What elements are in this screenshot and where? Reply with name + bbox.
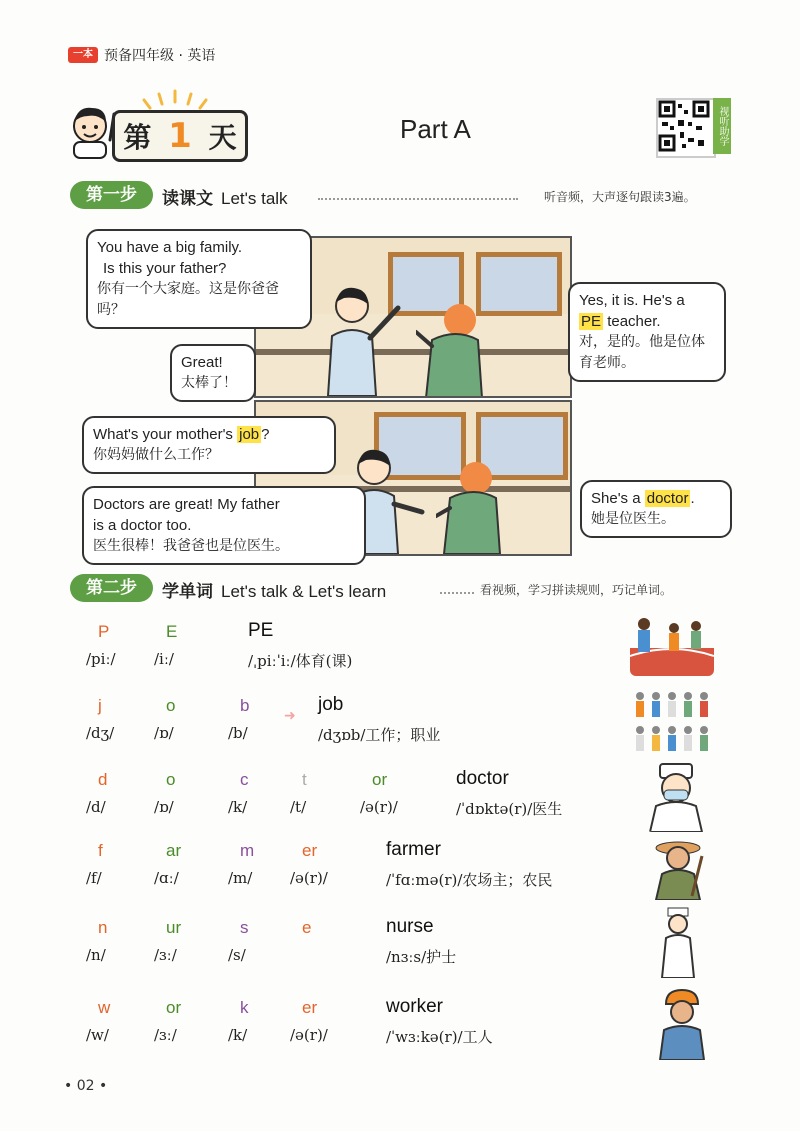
book-title: 预备四年级 · 英语 [104,48,216,64]
phonics-ipa: /b/ [228,724,248,742]
vocab-gloss: /nɜːs/护士 [386,948,457,966]
highlight-word: job [239,426,260,443]
phonics-ipa: /w/ [86,1026,109,1044]
vocab-word: PE [248,620,274,641]
bubble-text-en: She's a [591,490,641,507]
phonics-ipa: /d/ [86,798,106,816]
step1-title-en: Let's talk [221,189,288,208]
step1-note: 听音频，大声逐句跟读3遍。 [544,190,696,204]
phonics-letter: ur [166,918,182,937]
bubble-text-zh: 你有一个大家庭。这是你爸爸吗？ [97,281,279,318]
phonics-ipa: /s/ [228,946,246,964]
bubble-text-zh: 她是位医生。 [591,511,675,527]
step1-title-zh: 读课文 [162,189,213,209]
brand-logo: 一本 [68,47,98,63]
boy-figure-icon [314,278,404,398]
phonics-letter: o [166,696,176,715]
qr-code-icon[interactable] [656,98,716,158]
phonics-letter: E [166,622,178,641]
mascot-boy-icon [66,100,118,160]
phonics-ipa: /k/ [228,798,248,816]
step2-title-en: Let's talk & Let's learn [221,582,387,601]
phonics-letter: j [98,696,102,715]
highlight-word: PE [581,313,602,330]
bubble-text-en: ? [261,426,270,443]
arrow-right-icon: ➜ [284,708,296,724]
vocab-gloss: /ˈfɑːmə(r)/农场主；农民 [386,871,553,889]
pe-class-icon [630,612,714,676]
phonics-ipa: /n/ [86,946,106,964]
phonics-letter: w [98,998,111,1017]
day-label [112,110,248,162]
phonics-ipa: /ə(r)/ [360,798,398,816]
vocab-word: job [318,694,344,715]
page-number: • 02 • [64,1078,108,1094]
phonics-ipa: /dʒ/ [86,724,115,742]
phonics-ipa: /t/ [290,798,307,816]
step2-title-zh: 学单词 [162,582,213,602]
divider [440,592,474,594]
page-title: Part A [400,114,471,144]
qr-tag: 视听助学 [713,98,731,154]
step1-badge: 第一步 [70,181,153,209]
nurse-icon [652,906,704,978]
sun-rays-icon [140,88,210,110]
phonics-letter: f [98,841,103,860]
bubble-text-zh: 你妈妈做什么工作？ [93,447,219,463]
phonics-letter: or [372,770,388,789]
phonics-letter: er [302,841,318,860]
step1-title [162,184,288,209]
phonics-ipa: /m/ [228,869,253,887]
phonics-letter: e [302,918,312,937]
phonics-ipa: /ɜː/ [154,1026,177,1044]
phonics-letter: o [166,770,176,789]
step2-badge: 第二步 [70,574,153,602]
bubble-text-zh: 医生很棒！我爸爸也是位医生。 [93,538,289,554]
bubble-text-en: Doctors are great! My father [93,496,280,513]
speech-bubble [82,486,366,565]
vocab-gloss: /ˈdɒktə(r)/医生 [456,800,563,818]
phonics-ipa: /ə(r)/ [290,1026,328,1044]
bubble-text-en: Yes, it is. He's a [579,292,685,309]
farmer-icon [648,836,710,900]
girl-figure-icon [436,458,516,554]
bubble-text-zh: 对，是的。他是位体育老师。 [579,334,705,371]
vocab-word: nurse [386,916,434,937]
vocab-word: farmer [386,839,441,860]
phonics-letter: b [240,696,250,715]
vocab-gloss: /ˈwɜːkə(r)/工人 [386,1028,493,1046]
phonics-letter: d [98,770,108,789]
step2-title [162,577,386,602]
speech-bubble [170,344,256,402]
phonics-ipa: /f/ [86,869,102,887]
bubble-text-zh: 太棒了！ [181,375,237,391]
phonics-letter: er [302,998,318,1017]
speech-bubble [580,480,732,538]
day-suffix: 天 [208,121,237,154]
phonics-letter: n [98,918,108,937]
bubble-text-en: . [690,490,695,507]
day-prefix: 第 [123,121,152,154]
vocab-word: doctor [456,768,509,789]
phonics-letter: t [302,770,307,789]
vocab-word: worker [386,996,444,1017]
step2-note: 看视频，学习拼读规则，巧记单词。 [480,583,673,597]
phonics-ipa: /piː/ [86,650,116,668]
vocab-gloss: /dʒɒb/工作；职业 [318,726,441,744]
vocab-gloss: /ˌpiːˈiː/体育(课) [248,652,353,670]
speech-bubble [86,229,312,329]
phonics-ipa: /ɒ/ [154,798,174,816]
highlight-word: doctor [646,490,689,507]
phonics-letter: c [240,770,249,789]
phonics-letter: k [240,998,249,1017]
phonics-ipa: /ə(r)/ [290,869,328,887]
speech-bubble [82,416,336,474]
speech-bubble [568,282,726,382]
jobs-group-icon [632,688,714,756]
phonics-letter: s [240,918,249,937]
phonics-ipa: /k/ [228,1026,248,1044]
bubble-text-en: Great! [181,354,223,371]
worker-icon [654,988,710,1060]
phonics-letter: or [166,998,182,1017]
phonics-ipa: /ɑː/ [154,869,179,887]
bubble-text-en: What's your mother's [93,426,233,443]
divider [318,198,518,200]
phonics-ipa: /ɒ/ [154,724,174,742]
bubble-text-en: is a doctor too. [93,517,192,534]
phonics-letter: m [240,841,255,860]
bubble-text-en: Is this your father? [103,260,227,277]
phonics-ipa: /iː/ [154,650,174,668]
bubble-text-en: teacher. [607,313,661,330]
phonics-letter: P [98,622,110,641]
doctor-icon [646,762,708,832]
girl-figure-icon [416,300,496,398]
phonics-letter: ar [166,841,182,860]
bubble-text-en: You have a big family. [97,239,243,256]
phonics-ipa: /ɜː/ [154,946,177,964]
day-number: 1 [168,116,192,156]
